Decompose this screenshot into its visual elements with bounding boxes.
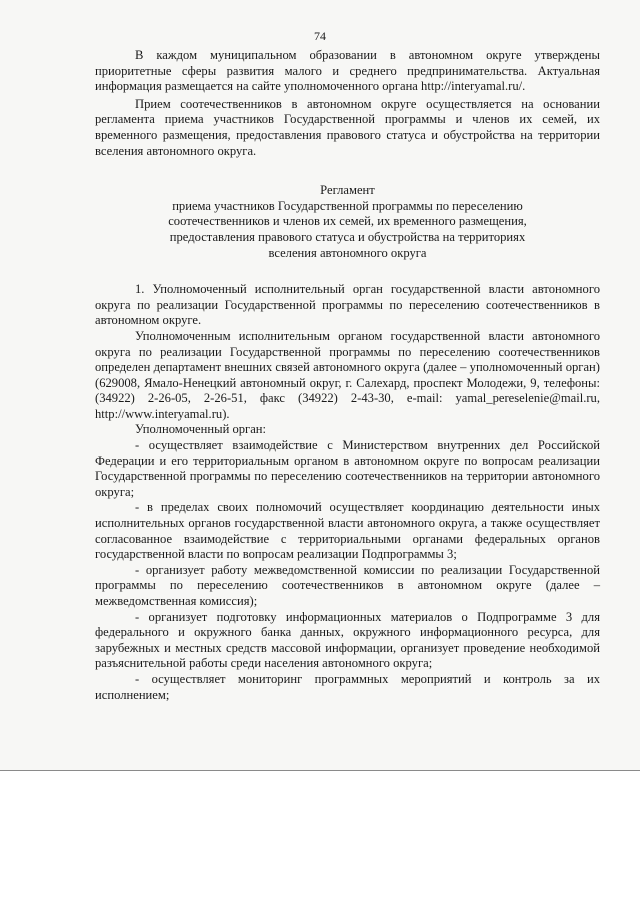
section-paragraph: Уполномоченным исполнительным органом государственной власти автономного округа по реализации Государственной программы по переселению соотечественников определен департамент внешних связей автономного округа (далее – уполномоченный орган) (629008, Ямало-Ненецкий автономный округ, г. Салехард, проспект Молодежи, 9, телефоны: (34922) 2-26-05, 2-26-51, факс (34922) 2-43-30, e-mail: yamal_pereselenie@mail.ru, http://www.interyamal.ru). bbox=[95, 328, 600, 421]
reglament-subtitle-line: соотечественников и членов их семей, их временного размещения, bbox=[168, 214, 527, 229]
duty-item: - осуществляет взаимодействие с Министерством внутренних дел Российской Федерации и его территориальным органом в автономном округе по вопросам реализации Государственной программы по переселению соотечественников на территории автономного округа; bbox=[95, 438, 600, 499]
reglament-subtitle-line: предоставления правового статуса и обустройства на территориях bbox=[169, 229, 526, 244]
duty-item: - осуществляет мониторинг программных мероприятий и контроль за их исполнением; bbox=[95, 671, 600, 702]
reglament-heading: Регламент bbox=[320, 183, 375, 198]
page-number: 74 bbox=[314, 29, 326, 43]
intro-paragraph: В каждом муниципальном образовании в автономном округе утверждены приоритетные сферы развития малого и среднего предпринимательства. Актуальная информация размещается на сайте уполномоченного органа http://interyamal.ru/. bbox=[95, 48, 600, 94]
document-body bbox=[95, 48, 600, 703]
spacer bbox=[95, 159, 600, 183]
reglament-subtitle-line: приема участников Государственной программы по переселению bbox=[172, 198, 523, 213]
duty-item: - организует работу межведомственной комиссии по реализации Государственной программы по переселению соотечественников в автономном округе (далее – межведомственная комиссия); bbox=[95, 562, 600, 608]
intro-paragraph: Прием соотечественников в автономном округе осуществляется на основании регламента приема участников Государственной программы и членов их семей, их временного размещения, предоставления правового статуса и обустройства на территории вселения автономного округа. bbox=[95, 96, 600, 158]
reglament-title-block bbox=[95, 183, 600, 261]
duty-item: - организует подготовку информационных материалов о Подпрограмме 3 для федерального и окружного банка данных, окружного информационного ресурса, для зарубежных и местных средств массовой информации, организует проведение необходимой разъяснительной работы среди населения автономного округа; bbox=[95, 609, 600, 671]
duty-item: - в пределах своих полномочий осуществляет координацию деятельности иных исполнительных органов государственной власти автономного округа, а также осуществляет согласованное взаимодействие с территориальными органами федеральных органов государственной власти по вопросам реализации Подпрограммы 3; bbox=[95, 500, 600, 562]
reglament-subtitle-line: вселения автономного округа bbox=[268, 245, 427, 260]
section-paragraph: Уполномоченный орган: bbox=[135, 422, 267, 437]
section-paragraph: 1. Уполномоченный исполнительный орган государственной власти автономного округа по реализации Государственной программы по переселению соотечественников в автономном округе. bbox=[95, 282, 600, 328]
